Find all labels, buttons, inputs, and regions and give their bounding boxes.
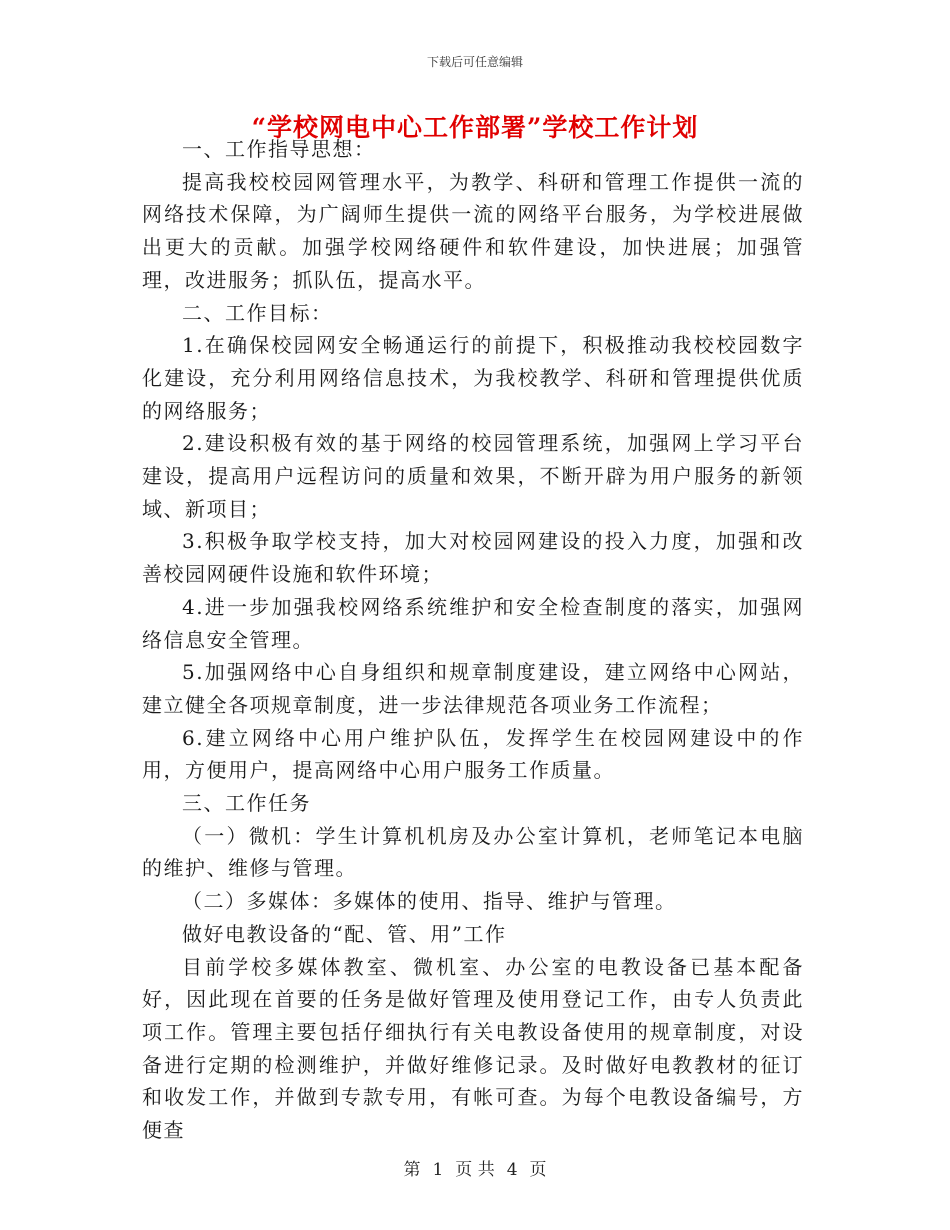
- page-suffix: 页: [529, 1160, 547, 1180]
- task-item-multimedia: （二）多媒体：多媒体的使用、指导、维护与管理。: [182, 889, 677, 914]
- page-number: 1: [432, 1160, 444, 1180]
- goal-item-6: 6.建立网络中心用户维护队伍，发挥学生在校园网建设中的作用，方便用户，提高网络中心用户服务工作质量。: [142, 725, 804, 783]
- task-item-computers: （一）微机：学生计算机机房及办公室计算机，老师笔记本电脑的维护、维修与管理。: [142, 823, 804, 881]
- page-mid: 页 共: [455, 1160, 495, 1180]
- page-header: 下载后可任意编辑: [426, 55, 523, 69]
- section-heading-2: 二、工作目标：: [182, 300, 333, 325]
- subheading-equipment: 做好电教设备的“配、管、用”工作: [182, 921, 507, 946]
- page-footer: [0, 1155, 950, 1180]
- document-title: “学校网电中心工作部署”学校工作计划: [251, 113, 699, 142]
- paragraph-equipment: 目前学校多媒体教室、微机室、办公室的电教设备已基本配备好，因此现在首要的任务是做好管理及使用登记工作，由专人负责此项工作。管理主要包括仔细执行有关电教设备使用的规章制度，对设备进行定期的检测维护，并做好维修记录。及时做好电教教材的征订和收发工作，并做到专款专用，有帐可查。为每个电教设备编号，方便查: [142, 954, 804, 1143]
- section-heading-1: 一、工作指导思想：: [182, 137, 376, 161]
- paragraph-guiding-idea: 提高我校校园网管理水平，为教学、科研和管理工作提供一流的网络技术保障，为广阔师生提供一流的网络平台服务，为学校进展做出更大的贡献。加强学校网络硬件和软件建设，加快进展；加强管理，改进服务；抓队伍，提高水平。: [142, 169, 804, 292]
- section-heading-3: 三、工作任务: [182, 791, 311, 816]
- goal-item-5: 5.加强网络中心自身组织和规章制度建设，建立网络中心网站，建立健全各项规章制度，进一步法律规范各项业务工作流程；: [142, 660, 804, 717]
- goal-item-1: 1.在确保校园网安全畅通运行的前提下，积极推动我校校园数字化建设，充分利用网络信息技术，为我校教学、科研和管理提供优质的网络服务；: [142, 333, 804, 423]
- total-pages: 4: [506, 1160, 518, 1180]
- page-prefix: 第: [403, 1160, 421, 1180]
- goal-item-4: 4.进一步加强我校网络系统维护和安全检查制度的落实，加强网络信息安全管理。: [142, 594, 804, 652]
- goal-item-2: 2.建设积极有效的基于网络的校园管理系统，加强网上学习平台建设，提高用户远程访问的质量和效果，不断开辟为用户服务的新领域、新项目；: [142, 431, 804, 521]
- document-body: [142, 133, 804, 1147]
- goal-item-3: 3.积极争取学校支持，加大对校园网建设的投入力度，加强和改善校园网硬件设施和软件环境；: [142, 529, 804, 587]
